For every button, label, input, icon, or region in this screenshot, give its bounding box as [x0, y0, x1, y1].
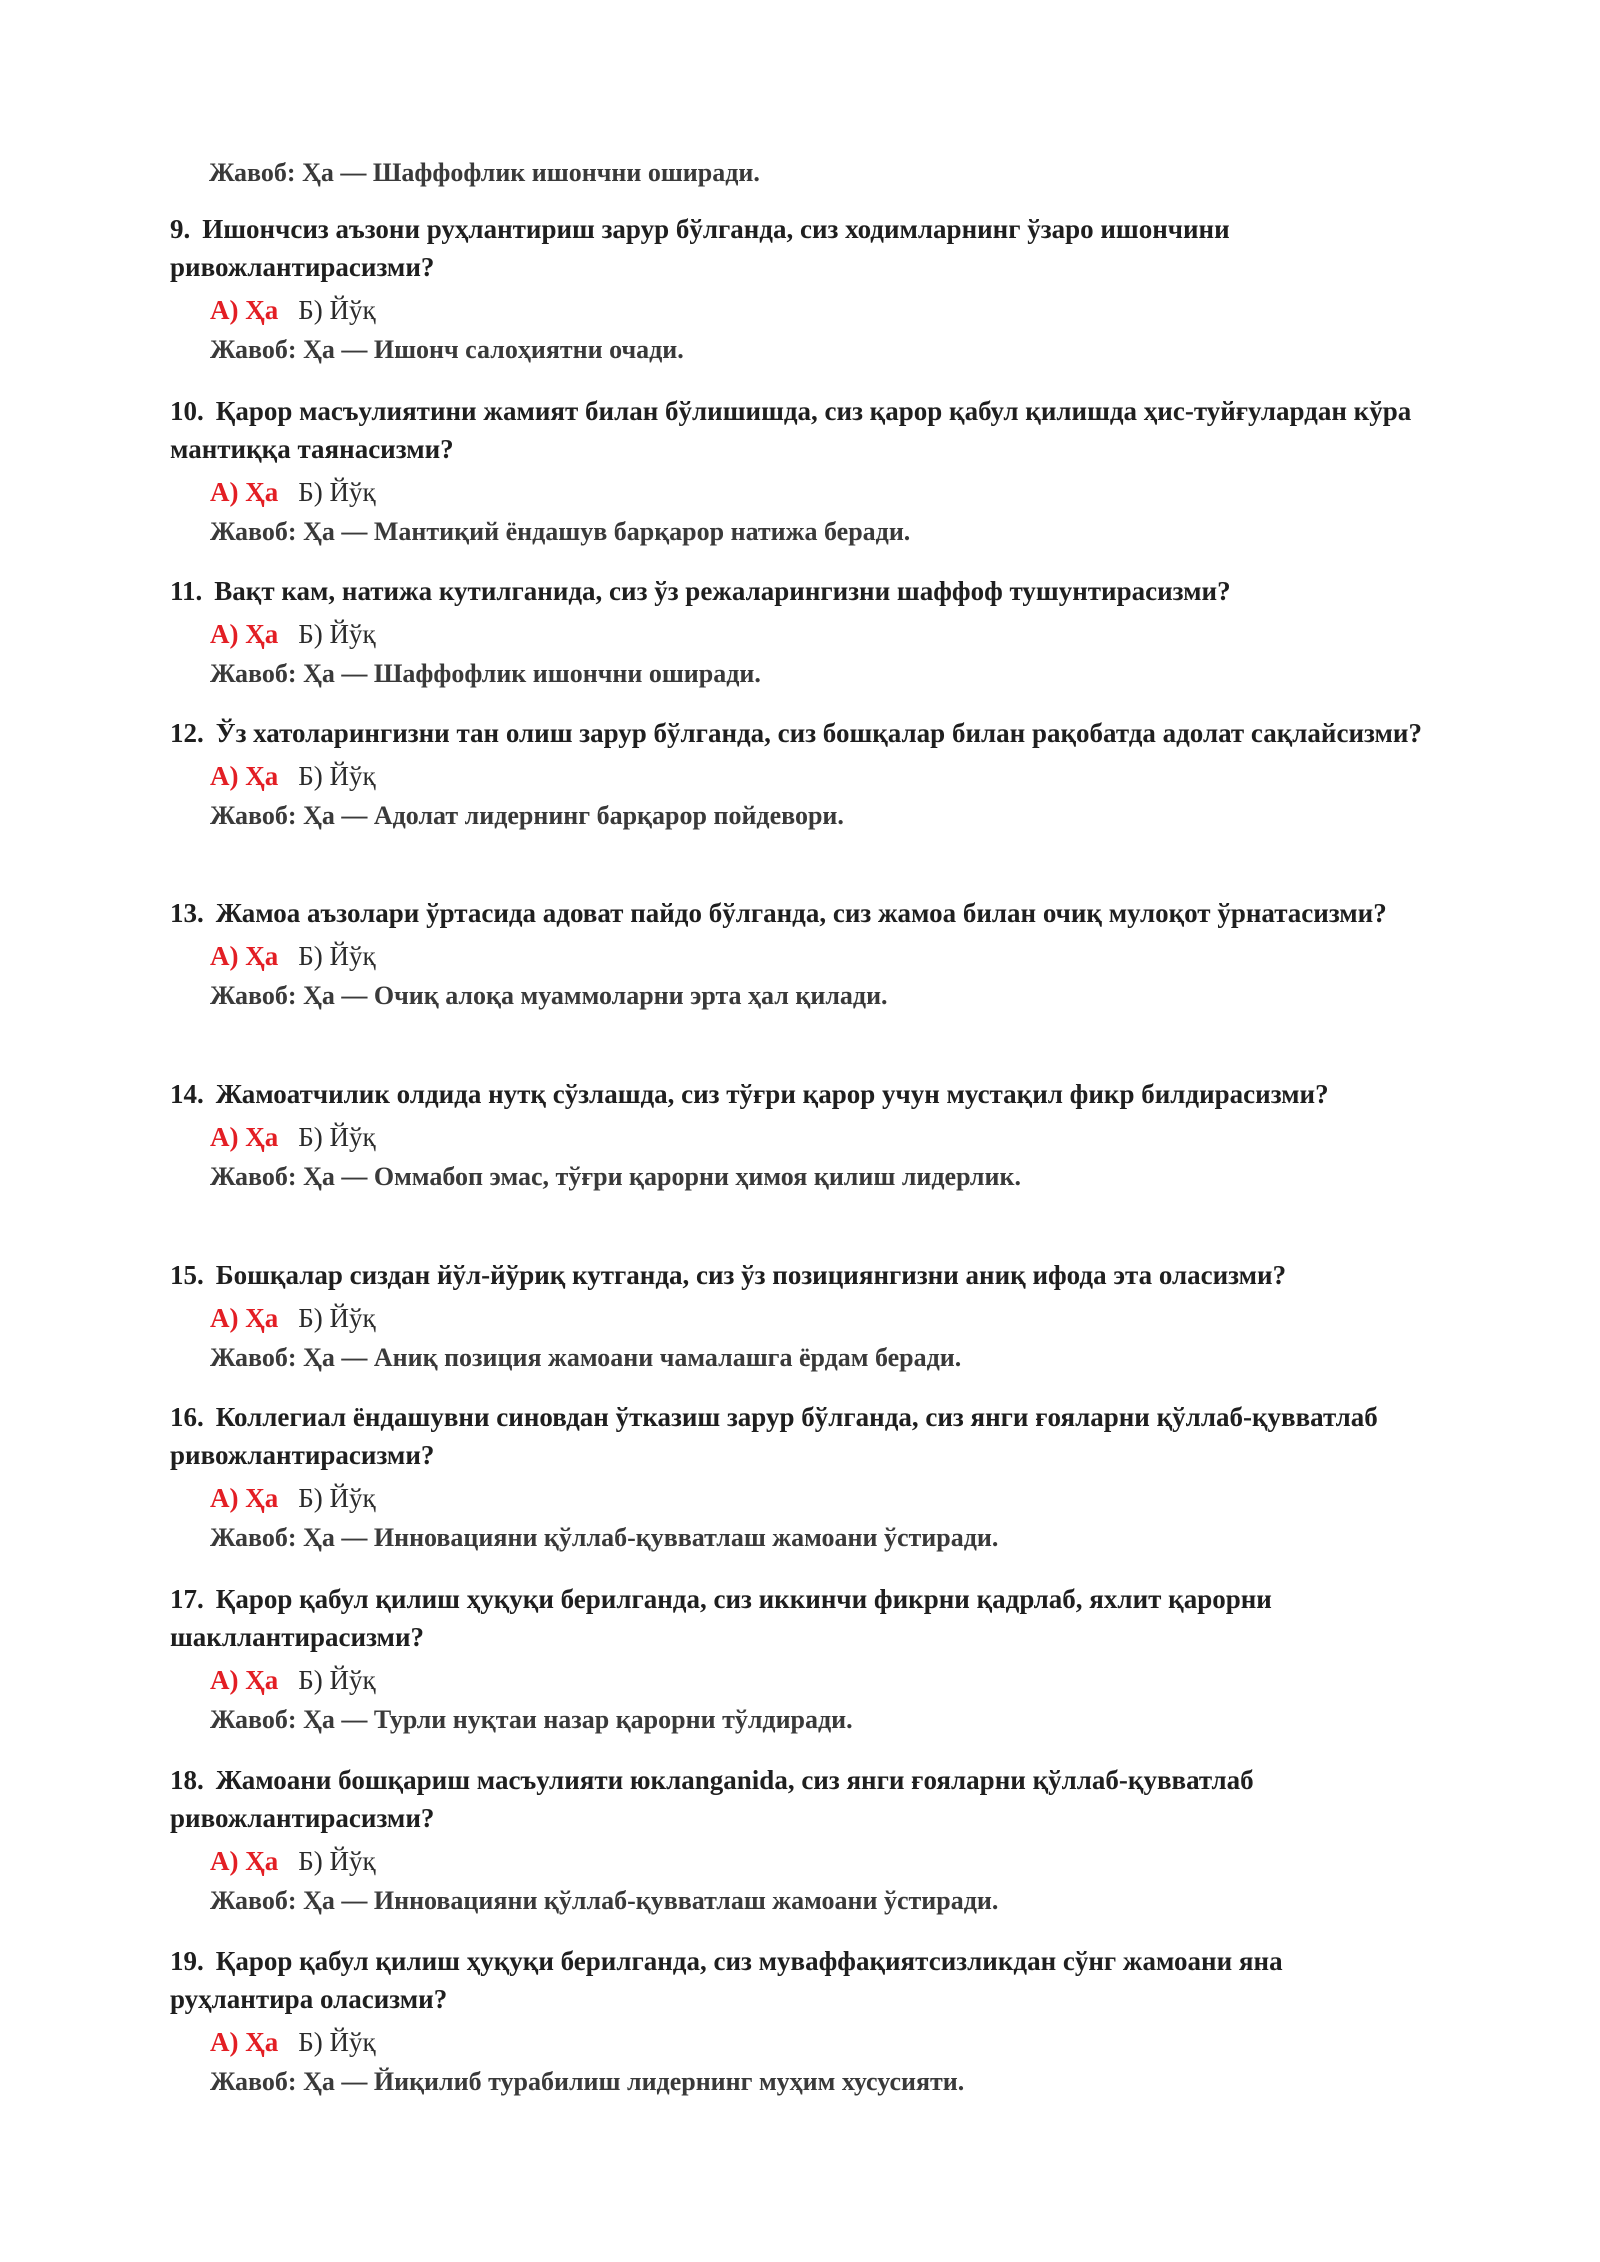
- question-block: [170, 1761, 1430, 1921]
- question-body: Ишончсиз аъзони руҳлантириш зарур бўлганда, сиз ходимларнинг ўзаро ишончини ривожлантирасизми?: [170, 214, 1230, 282]
- option-b[interactable]: Б) Йўқ: [298, 941, 376, 971]
- option-a[interactable]: А) Ҳа: [210, 761, 279, 791]
- question-number: 12.: [170, 718, 204, 748]
- option-b[interactable]: Б) Йўқ: [298, 295, 376, 325]
- question-number: 14.: [170, 1079, 204, 1109]
- option-a[interactable]: А) Ҳа: [210, 477, 279, 507]
- question-text: [170, 1942, 1430, 2018]
- question-text: [170, 1761, 1430, 1837]
- question-number: 18.: [170, 1765, 204, 1795]
- options-row: [170, 1660, 1430, 1700]
- question-block: [170, 1398, 1430, 1558]
- question-text: [170, 1256, 1430, 1294]
- option-a[interactable]: А) Ҳа: [210, 1483, 279, 1513]
- question-body: Бошқалар сиздан йўл-йўриқ кутганда, сиз ўз позициянгизни аниқ ифода эта оласизми?: [215, 1260, 1287, 1290]
- option-a[interactable]: А) Ҳа: [210, 1846, 279, 1876]
- question-block: [170, 714, 1430, 836]
- question-body: Жамоатчилик олдида нутқ сўзлашда, сиз тўғри қарор учун мустақил фикр билдирасизми?: [215, 1079, 1329, 1109]
- question-text: [170, 894, 1430, 932]
- option-b[interactable]: Б) Йўқ: [298, 477, 376, 507]
- answer-line: Жавоб: Ҳа — Оммабоп эмас, тўғри қарорни ҳимоя қилиш лидерлик.: [210, 1162, 1021, 1191]
- option-a[interactable]: А) Ҳа: [210, 1665, 279, 1695]
- options-row: [170, 2022, 1430, 2062]
- question-block: [170, 210, 1430, 370]
- question-number: 16.: [170, 1402, 204, 1432]
- answer-line: Жавоб: Ҳа — Адолат лидернинг барқарор пойдевори.: [210, 801, 844, 830]
- question-body: Коллегиал ёндашувни синовдан ўтказиш зарур бўлганда, сиз янги ғояларни қўллаб-қувватлаб ривожлантирасизми?: [170, 1402, 1378, 1470]
- question-text: [170, 210, 1430, 286]
- answer-line: Жавоб: Ҳа — Очиқ алоқа муаммоларни эрта ҳал қилади.: [210, 981, 888, 1010]
- answer-line: Жавоб: Ҳа — Турли нуқтаи назар қарорни тўлдиради.: [210, 1705, 853, 1734]
- question-number: 15.: [170, 1260, 204, 1290]
- option-b[interactable]: Б) Йўқ: [298, 619, 376, 649]
- option-a[interactable]: А) Ҳа: [210, 619, 279, 649]
- question-block: [170, 572, 1430, 694]
- answer-line: Жавоб: Ҳа — Шаффофлик ишончни оширади.: [209, 158, 760, 187]
- answer-line: Жавоб: Ҳа — Шаффофлик ишончни оширади.: [210, 659, 761, 688]
- answer-line: Жавоб: Ҳа — Йиқилиб турабилиш лидернинг муҳим хусусияти.: [210, 2067, 965, 2096]
- answer-line: Жавоб: Ҳа — Ишонч салоҳиятни очади.: [210, 335, 684, 364]
- options-row: [170, 472, 1430, 512]
- question-number: 17.: [170, 1584, 204, 1614]
- question-body: Ўз хатоларингизни тан олиш зарур бўлганда, сиз бошқалар билан рақобатда адолат сақлайсизми?: [215, 718, 1422, 748]
- question-number: 9.: [170, 214, 191, 244]
- options-row: [170, 1841, 1430, 1881]
- answer-line: Жавоб: Ҳа — Аниқ позиция жамоани чамалашга ёрдам беради.: [210, 1343, 962, 1372]
- answer-line: Жавоб: Ҳа — Инновацияни қўллаб-қувватлаш жамоани ўстиради.: [210, 1523, 999, 1552]
- option-b[interactable]: Б) Йўқ: [298, 1303, 376, 1333]
- question-block: [170, 1580, 1430, 1740]
- option-a[interactable]: А) Ҳа: [210, 1122, 279, 1152]
- question-body: Қарор қабул қилиш ҳуқуқи берилганда, сиз иккинчи фикрни қадрлаб, яхлит қарорни шакллантирасизми?: [170, 1584, 1272, 1652]
- option-a[interactable]: А) Ҳа: [210, 941, 279, 971]
- question-block: [170, 392, 1430, 552]
- options-row: [170, 756, 1430, 796]
- option-a[interactable]: А) Ҳа: [210, 295, 279, 325]
- question-number: 10.: [170, 396, 204, 426]
- option-b[interactable]: Б) Йўқ: [298, 761, 376, 791]
- options-row: [170, 1117, 1430, 1157]
- question-text: [170, 1398, 1430, 1474]
- question-body: Қарор масъулиятини жамият билан бўлишишда, сиз қарор қабул қилишда ҳис-туйғулардан кўра мантиққа таянасизми?: [170, 396, 1412, 464]
- option-a[interactable]: А) Ҳа: [210, 1303, 279, 1333]
- question-text: [170, 714, 1430, 752]
- question-text: [170, 1075, 1430, 1113]
- option-b[interactable]: Б) Йўқ: [298, 1483, 376, 1513]
- question-block: [170, 894, 1430, 1016]
- options-row: [170, 936, 1430, 976]
- option-b[interactable]: Б) Йўқ: [298, 1846, 376, 1876]
- question-block: [170, 1075, 1430, 1197]
- options-row: [170, 614, 1430, 654]
- option-b[interactable]: Б) Йўқ: [298, 2027, 376, 2057]
- option-b[interactable]: Б) Йўқ: [298, 1122, 376, 1152]
- question-number: 11.: [170, 576, 203, 606]
- question-text: [170, 392, 1430, 468]
- question-body: Вақт кам, натижа кутилганида, сиз ўз режаларингизни шаффоф тушунтирасизми?: [214, 576, 1231, 606]
- question-body: Жамоа аъзолари ўртасида адоват пайдо бўлганда, сиз жамоа билан очиқ мулоқот ўрнатасизми?: [215, 898, 1387, 928]
- answer-line: Жавоб: Ҳа — Инновацияни қўллаб-қувватлаш жамоани ўстиради.: [210, 1886, 999, 1915]
- question-number: 13.: [170, 898, 204, 928]
- question-text: [170, 1580, 1430, 1656]
- question-number: 19.: [170, 1946, 204, 1976]
- option-b[interactable]: Б) Йўқ: [298, 1665, 376, 1695]
- question-body: Қарор қабул қилиш ҳуқуқи берилганда, сиз муваффақиятсизликдан сўнг жамоани яна руҳлантира оласизми?: [170, 1946, 1283, 2014]
- question-body: Жамоани бошқариш масъулияти юклanganida, сиз янги ғояларни қўллаб-қувватлаб ривожлантирасизми?: [170, 1765, 1254, 1833]
- options-row: [170, 290, 1430, 330]
- options-row: [170, 1298, 1430, 1338]
- question-block: [170, 1942, 1430, 2102]
- option-a[interactable]: А) Ҳа: [210, 2027, 279, 2057]
- options-row: [170, 1478, 1430, 1518]
- question-block: [170, 1256, 1430, 1378]
- question-text: [170, 572, 1430, 610]
- answer-line: Жавоб: Ҳа — Мантиқий ёндашув барқарор натижа беради.: [210, 517, 911, 546]
